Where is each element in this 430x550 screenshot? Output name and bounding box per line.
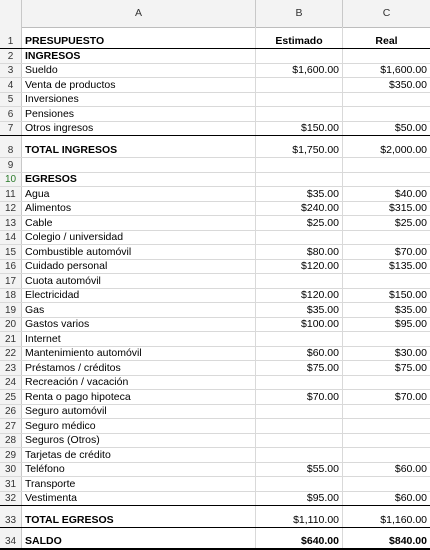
cell-b[interactable] (256, 78, 343, 92)
cell-b[interactable] (256, 477, 343, 491)
cell-c[interactable]: $70.00 (394, 390, 427, 403)
cell-a[interactable]: Vestimenta (22, 492, 256, 506)
cell-c[interactable]: $95.00 (394, 318, 427, 330)
row-header[interactable]: 3 (0, 64, 22, 78)
table-row (0, 303, 430, 318)
cell-a[interactable]: Gas (22, 303, 256, 317)
table-row (0, 289, 430, 304)
cell-c[interactable]: $840.00 (389, 535, 427, 547)
row-header[interactable]: 25 (0, 390, 22, 404)
table-row (0, 158, 430, 173)
cell-a[interactable]: PRESUPUESTO (22, 27, 256, 48)
cell-a[interactable]: Cuota automóvil (22, 274, 256, 288)
cell-b[interactable]: $60.00 (256, 347, 343, 361)
select-all-corner[interactable] (0, 0, 22, 27)
cell-c[interactable] (343, 434, 430, 448)
cell-a[interactable]: Agua (22, 187, 256, 201)
row-header[interactable]: 34 (0, 528, 22, 548)
row-header[interactable]: 27 (0, 419, 22, 433)
cell-c[interactable]: $35.00 (394, 303, 427, 316)
cell-b[interactable]: $1,600.00 (256, 64, 343, 78)
row-header[interactable]: 17 (0, 274, 22, 288)
cell-b[interactable] (256, 405, 343, 419)
row-header[interactable]: 2 (0, 49, 22, 63)
row-header[interactable]: 16 (0, 260, 22, 274)
cell-c[interactable]: $2,000.00 (380, 144, 427, 156)
cell-a[interactable]: Cuidado personal (22, 260, 256, 274)
cell-c[interactable] (343, 405, 430, 419)
cell-a[interactable]: Mantenimiento automóvil (22, 347, 256, 361)
cell-b[interactable]: $120.00 (256, 260, 343, 274)
table-row (0, 107, 430, 122)
cell-a[interactable]: Venta de productos (22, 78, 256, 92)
cell-b[interactable]: $240.00 (256, 202, 343, 216)
row-header[interactable]: 23 (0, 361, 22, 375)
table-row (0, 434, 430, 449)
cell-b[interactable]: $100.00 (256, 318, 343, 332)
row-header[interactable]: 33 (0, 506, 22, 527)
row-header[interactable]: 28 (0, 434, 22, 448)
table-row (0, 390, 430, 405)
table-row (0, 492, 430, 507)
table-row (0, 477, 430, 492)
cell-c[interactable]: $60.00 (394, 492, 427, 504)
table-row (0, 528, 430, 550)
row-header[interactable]: 8 (0, 136, 22, 157)
table-row (0, 187, 430, 202)
cell-c[interactable]: Real (375, 35, 398, 47)
cell-a[interactable]: Pensiones (22, 107, 256, 121)
table-row (0, 64, 430, 79)
table-row (0, 122, 430, 137)
table-row (0, 376, 430, 391)
column-header-a[interactable]: A (22, 0, 256, 27)
cell-b[interactable] (256, 419, 343, 433)
cell-c[interactable]: $60.00 (394, 463, 427, 475)
cell-b[interactable]: $75.00 (256, 361, 343, 375)
cell-a[interactable]: Otros ingresos (22, 122, 256, 136)
column-header-b[interactable]: B (256, 0, 343, 27)
cell-b[interactable]: $70.00 (256, 390, 343, 404)
cell-b[interactable] (256, 274, 343, 288)
cell-a[interactable]: Tarjetas de crédito (22, 448, 256, 462)
table-row (0, 260, 430, 275)
row-header[interactable]: 31 (0, 477, 22, 491)
cell-a[interactable]: Seguro médico (22, 419, 256, 433)
cell-a[interactable]: TOTAL INGRESOS (22, 136, 256, 157)
row-header[interactable]: 26 (0, 405, 22, 419)
cell-c[interactable]: $135.00 (389, 260, 427, 272)
cell-b[interactable] (256, 158, 343, 172)
cell-c[interactable] (343, 376, 430, 390)
column-header-bar (0, 0, 430, 28)
cell-a[interactable]: Internet (22, 332, 256, 346)
cell-b[interactable]: $55.00 (256, 463, 343, 477)
cell-c[interactable] (343, 231, 430, 245)
cell-a[interactable]: Seguro automóvil (22, 405, 256, 419)
cell-a[interactable]: INGRESOS (22, 49, 256, 63)
table-row (0, 78, 430, 93)
cell-a[interactable]: SALDO (22, 528, 256, 548)
cell-a[interactable]: Gastos varios (22, 318, 256, 332)
table-row (0, 419, 430, 434)
column-header-c[interactable]: C (382, 7, 391, 19)
row-header[interactable]: 20 (0, 318, 22, 332)
table-row (0, 136, 430, 158)
cell-b[interactable]: $120.00 (256, 289, 343, 303)
table-row (0, 463, 430, 478)
row-header[interactable]: 30 (0, 463, 22, 477)
cell-b[interactable]: $640.00 (256, 528, 343, 548)
cell-c[interactable] (343, 158, 430, 172)
cell-b[interactable] (256, 376, 343, 390)
row-header[interactable]: 29 (0, 448, 22, 462)
sheet-rows (0, 27, 430, 550)
table-row (0, 173, 430, 188)
row-header[interactable]: 24 (0, 376, 22, 390)
cell-b[interactable] (256, 332, 343, 346)
table-row (0, 405, 430, 420)
table-row (0, 506, 430, 528)
cell-b[interactable] (256, 173, 343, 187)
cell-a[interactable]: Alimentos (22, 202, 256, 216)
cell-a[interactable] (22, 158, 256, 172)
cell-a[interactable]: Teléfono (22, 463, 256, 477)
cell-b[interactable]: $25.00 (256, 216, 343, 230)
cell-b[interactable] (256, 93, 343, 107)
cell-c[interactable]: $50.00 (394, 122, 427, 134)
cell-c[interactable]: $1,600.00 (380, 64, 427, 76)
cell-b[interactable]: $150.00 (256, 122, 343, 136)
row-header[interactable]: 10 (0, 173, 22, 187)
cell-c[interactable] (343, 477, 430, 491)
row-header[interactable]: 11 (0, 187, 22, 201)
row-header[interactable]: 1 (0, 27, 22, 48)
cell-c[interactable]: $25.00 (394, 216, 427, 229)
cell-c[interactable]: $75.00 (394, 361, 427, 374)
cell-c[interactable]: $1,160.00 (380, 514, 427, 526)
cell-b[interactable]: $80.00 (256, 245, 343, 259)
cell-c[interactable]: $30.00 (394, 347, 427, 359)
cell-b[interactable]: $1,110.00 (256, 506, 343, 527)
cell-a[interactable]: Colegio / universidad (22, 231, 256, 245)
table-row (0, 361, 430, 376)
row-header[interactable]: 7 (0, 122, 22, 136)
row-header[interactable]: 32 (0, 492, 22, 506)
cell-c[interactable]: $70.00 (394, 245, 427, 258)
table-row (0, 448, 430, 463)
row-header[interactable]: 4 (0, 78, 22, 92)
row-header[interactable]: 12 (0, 202, 22, 216)
table-row (0, 93, 430, 108)
cell-b[interactable]: Estimado (256, 27, 343, 48)
cell-b[interactable]: $1,750.00 (256, 136, 343, 157)
table-row (0, 245, 430, 260)
cell-a[interactable]: Inversiones (22, 93, 256, 107)
table-row (0, 202, 430, 217)
table-row (0, 27, 430, 49)
cell-c[interactable] (343, 448, 430, 462)
cell-a[interactable]: Recreación / vacación (22, 376, 256, 390)
cell-b[interactable]: $35.00 (256, 187, 343, 201)
cell-c[interactable]: $150.00 (389, 289, 427, 301)
table-row (0, 332, 430, 347)
row-header[interactable]: 14 (0, 231, 22, 245)
cell-c[interactable] (343, 419, 430, 433)
row-header[interactable]: 19 (0, 303, 22, 317)
cell-c[interactable] (343, 332, 430, 346)
cell-c[interactable]: $315.00 (389, 202, 427, 214)
table-row (0, 216, 430, 231)
cell-c[interactable] (343, 93, 430, 107)
cell-b[interactable] (256, 231, 343, 245)
cell-c[interactable] (343, 49, 430, 63)
cell-a[interactable]: Préstamos / créditos (22, 361, 256, 375)
cell-b[interactable]: $95.00 (256, 492, 343, 506)
row-header[interactable]: 9 (0, 158, 22, 172)
cell-c[interactable]: $350.00 (389, 78, 427, 91)
cell-a[interactable]: Cable (22, 216, 256, 230)
table-row (0, 274, 430, 289)
row-header[interactable]: 5 (0, 93, 22, 107)
cell-b[interactable] (256, 448, 343, 462)
cell-a[interactable]: TOTAL EGRESOS (22, 506, 256, 527)
table-row (0, 231, 430, 246)
cell-a[interactable]: Electricidad (22, 289, 256, 303)
row-header[interactable]: 13 (0, 216, 22, 230)
cell-a[interactable]: Seguros (Otros) (22, 434, 256, 448)
cell-a[interactable]: Sueldo (22, 64, 256, 78)
cell-c[interactable] (343, 274, 430, 288)
row-header[interactable]: 6 (0, 107, 22, 121)
cell-b[interactable] (256, 434, 343, 448)
cell-b[interactable] (256, 49, 343, 63)
table-row (0, 347, 430, 362)
row-header[interactable]: 15 (0, 245, 22, 259)
cell-a[interactable]: Renta o pago hipoteca (22, 390, 256, 404)
cell-c[interactable]: $40.00 (394, 187, 427, 200)
cell-a[interactable]: Transporte (22, 477, 256, 491)
table-row (0, 49, 430, 64)
row-header[interactable]: 22 (0, 347, 22, 361)
table-row (0, 318, 430, 333)
cell-a[interactable]: Combustible automóvil (22, 245, 256, 259)
row-header[interactable]: 18 (0, 289, 22, 303)
row-header[interactable]: 21 (0, 332, 22, 346)
cell-a[interactable]: EGRESOS (22, 173, 256, 187)
cell-c[interactable] (343, 173, 430, 187)
cell-b[interactable] (256, 107, 343, 121)
cell-b[interactable]: $35.00 (256, 303, 343, 317)
cell-c[interactable] (343, 107, 430, 121)
